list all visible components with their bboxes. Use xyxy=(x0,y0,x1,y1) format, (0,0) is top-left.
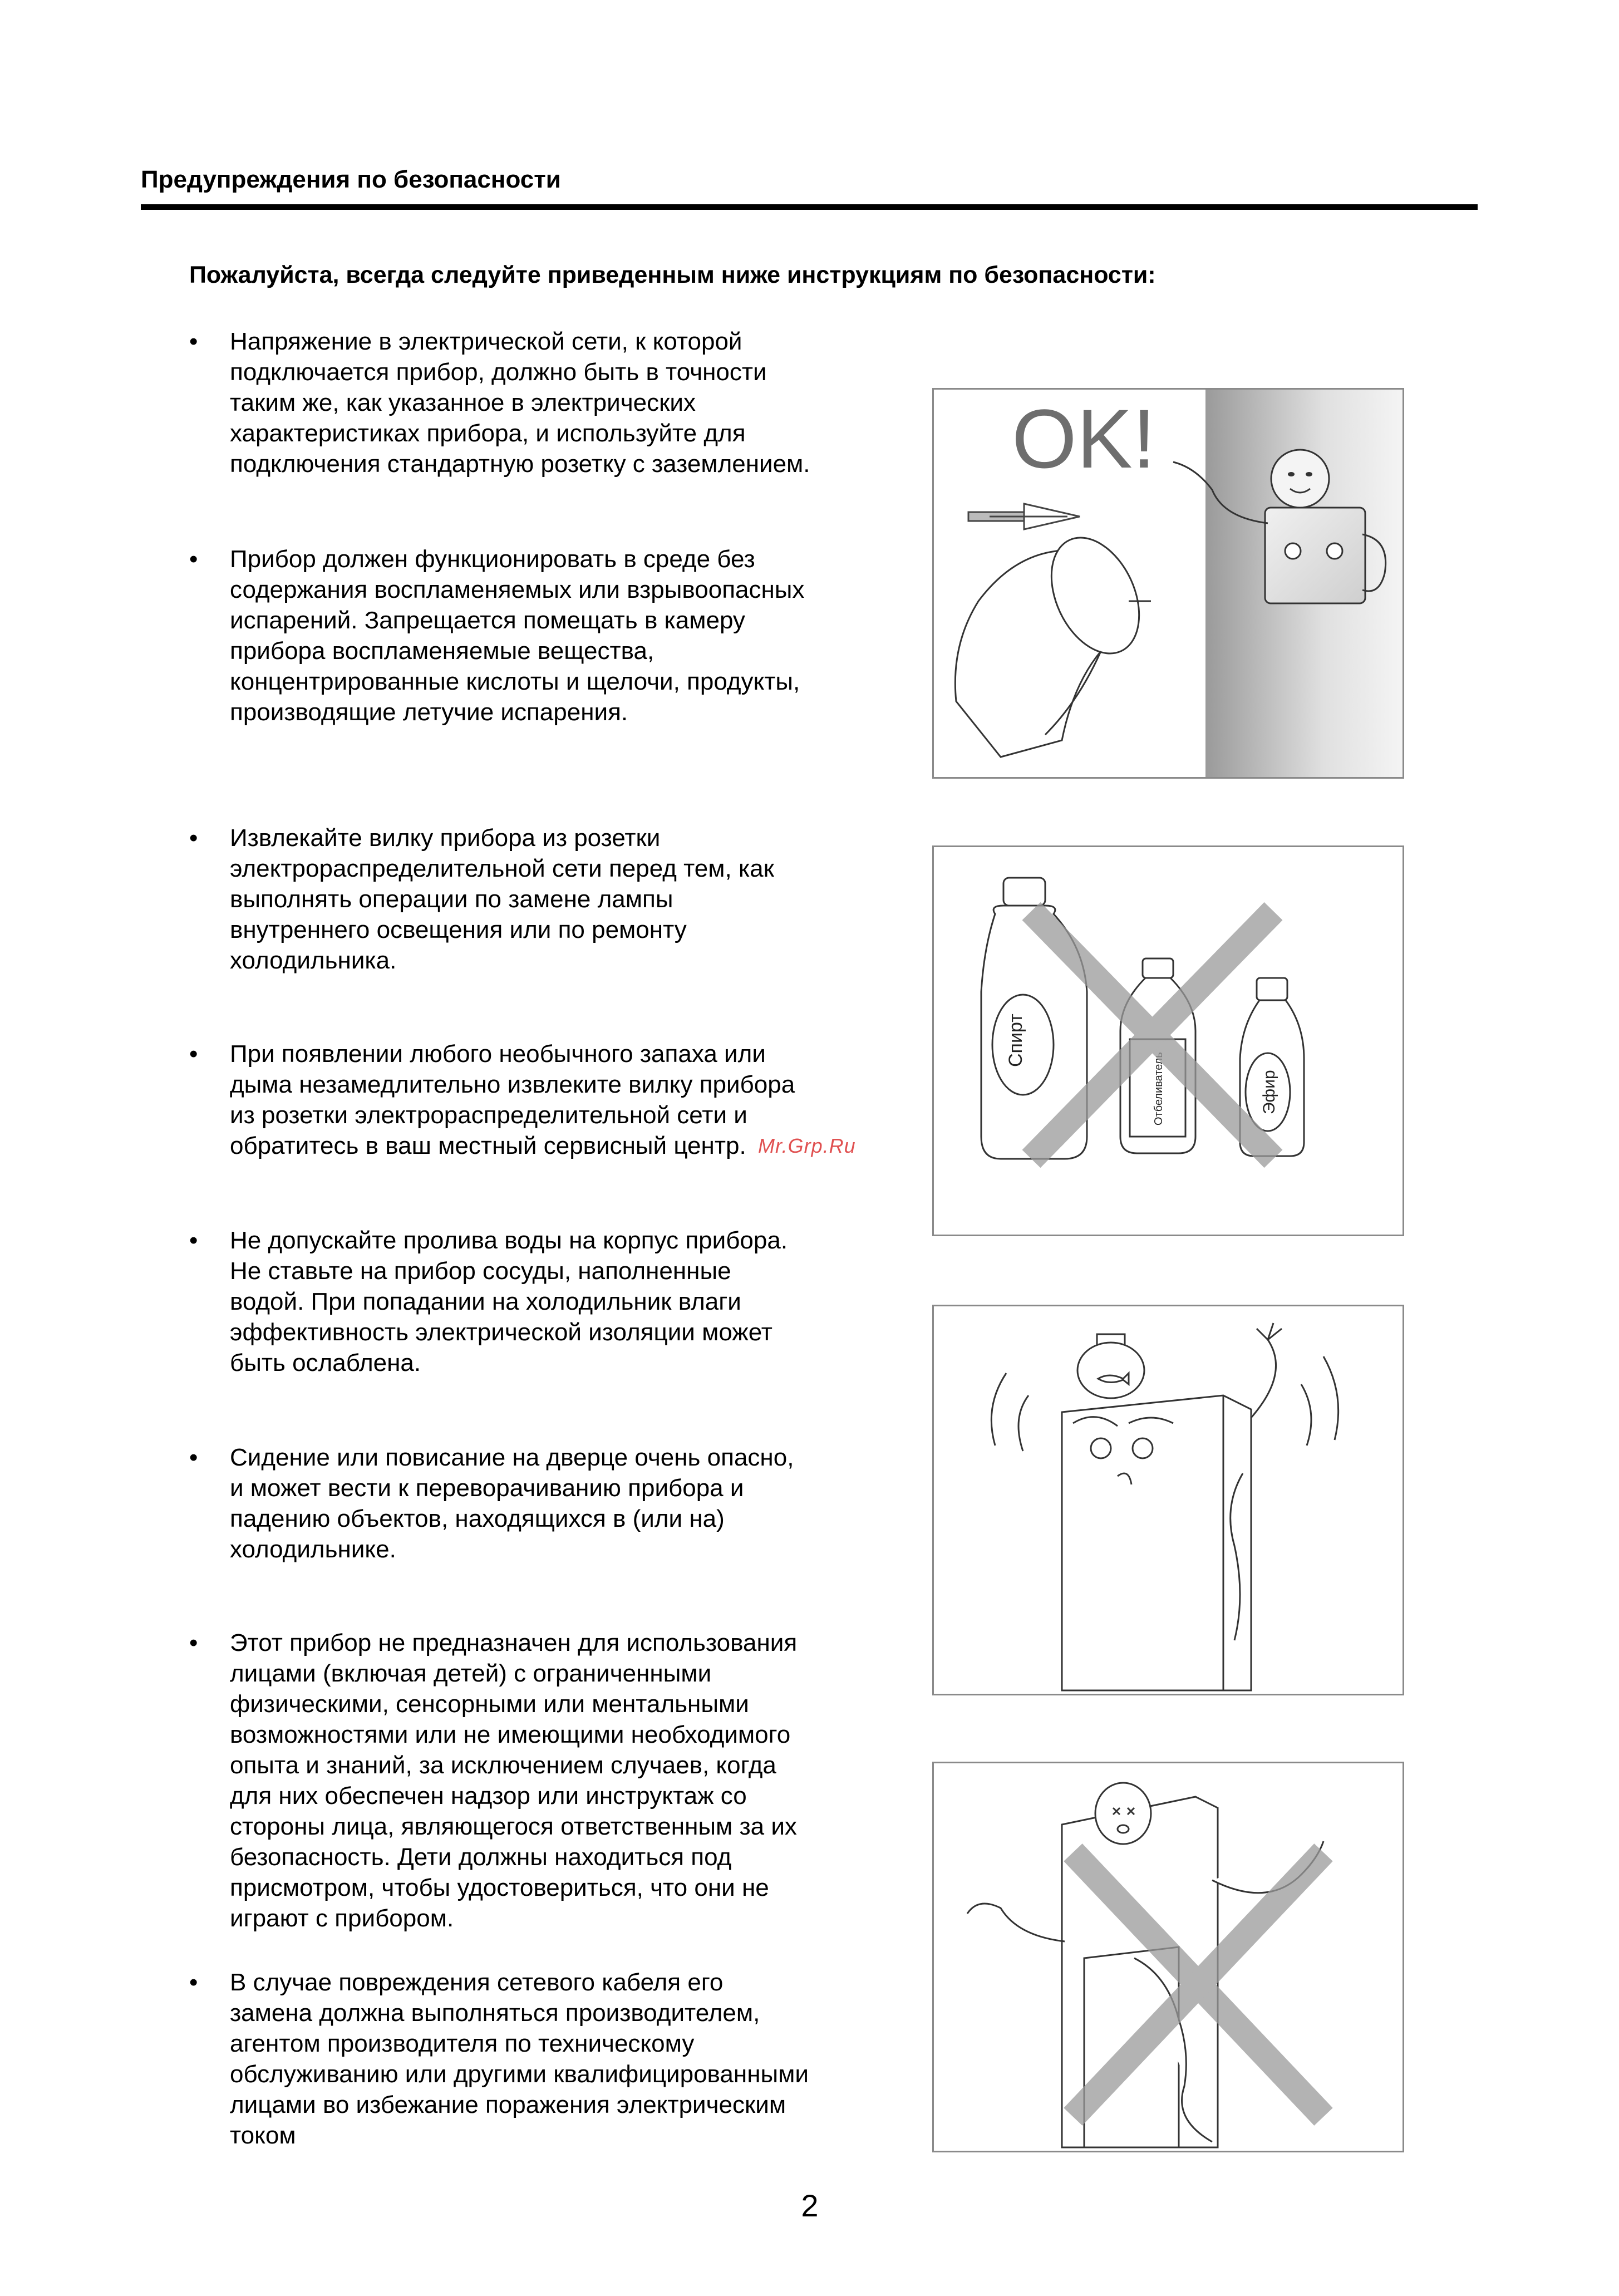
bullet-item-door xyxy=(189,1442,896,1565)
header-rule xyxy=(141,204,1478,210)
illustration-bottles xyxy=(932,845,1404,1236)
bullet-dot: • xyxy=(189,1444,198,1471)
bullet-text: В случае повреждения сетевого кабеля его замена должна выполняться производителем, агентом производителя по техническому обслуживанию или другими квалифицированными лицами во избежание поражения электрическим током xyxy=(230,1969,809,2149)
bullet-text: Прибор должен функционировать в среде без содержания воспламеняемых или взрывоопасных испарений. Запрещается помещать в камеру прибора воспламеняемые вещества, концентрированные кислоты и щелочи, продукты, производящие летучие испарения. xyxy=(230,545,805,726)
bottle-label-alcohol: Спирт xyxy=(1005,1014,1026,1067)
bullet-dot: • xyxy=(189,824,198,852)
ok-caption: OK! xyxy=(1012,392,1156,485)
bullet-text: При появлении любого необычного запаха или дыма незамедлительно извлеките вилку прибора из розетки электрораспределительной сети и обратитесь в ваш местный сервисный центр. xyxy=(230,1040,795,1159)
page-number: 2 xyxy=(801,2188,819,2223)
bullet-item-flammable xyxy=(189,544,896,727)
bullet-dot: • xyxy=(189,1227,198,1254)
bullet-text: Сидение или повисание на дверце очень опасно, и может вести к переворачиванию прибора и падению объектов, находящихся в (или на) холодильнике. xyxy=(230,1444,794,1563)
bullet-item-cable xyxy=(189,1967,896,2151)
watermark: Mr.Grp.Ru xyxy=(758,1134,856,1157)
bullet-dot: • xyxy=(189,1969,198,1996)
bullet-text: Этот прибор не предназначен для использования лицами (включая детей) с ограниченными физическими, сенсорными или ментальными возможностями или не имеющими необходимого опыта и знаний, за исключением случаев, когда для них обеспечен надзор или инструктаж со стороны лица, являющегося ответственным за их безопасность. Дети должны находиться под присмотром, чтобы удостовериться, что они не играют с прибором. xyxy=(230,1629,798,1932)
bullet-dot: • xyxy=(189,328,198,355)
bottle-label-bleach: Отбеливатель xyxy=(1153,1052,1165,1125)
bullet-text: Не допускайте пролива воды на корпус прибора. Не ставьте на прибор сосуды, наполненные водой. При попадании на холодильник влаги эффективность электрической изоляции может быть ослаблена. xyxy=(230,1227,788,1376)
hand-icon xyxy=(955,524,1157,757)
bullet-item-children xyxy=(189,1628,896,1934)
bullet-dot: • xyxy=(189,1040,198,1068)
bullet-text: Напряжение в электрической сети, к которой подключается прибор, должно быть в точности таким же, как указанное в электрических характеристиках прибора, и используйте для подключения стандартную розетку с заземлением. xyxy=(230,328,810,478)
illustration-fridge-water xyxy=(932,1305,1404,1695)
bullet-item-water xyxy=(189,1225,896,1378)
bullet-item-unplug xyxy=(189,823,896,976)
illustration-fridge-door xyxy=(932,1762,1404,2152)
fridge-open-door-icon xyxy=(967,1783,1323,2147)
bullet-dot: • xyxy=(189,1629,198,1656)
fish-bowl-icon xyxy=(1077,1334,1144,1398)
bullet-dot: • xyxy=(189,545,198,573)
section-title: Предупреждения по безопасности xyxy=(141,166,561,193)
bottle-label-ether: Эфир xyxy=(1260,1070,1278,1114)
arrow-icon xyxy=(968,504,1080,529)
illustration-plug xyxy=(932,388,1404,779)
bullet-text: Извлекайте вилку прибора из розетки электрораспределительной сети перед тем, как выполнять операции по замене лампы внутреннего освещения или по ремонту холодильника. xyxy=(230,824,774,974)
intro-heading: Пожалуйста, всегда следуйте приведенным ниже инструкциям по безопасности: xyxy=(189,262,1156,288)
bullet-item-voltage xyxy=(189,326,896,479)
